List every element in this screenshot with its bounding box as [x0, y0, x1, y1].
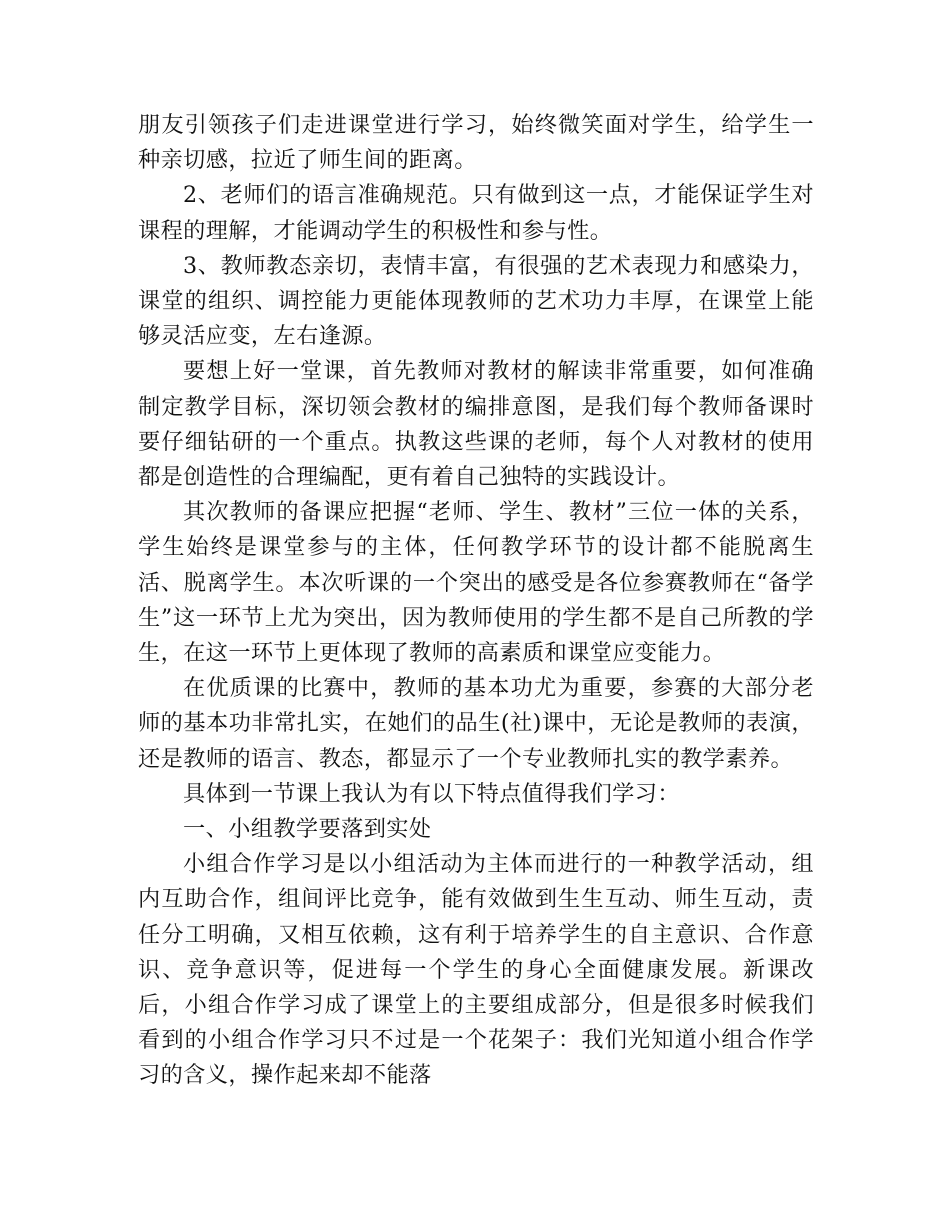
paragraph-2: 2、老师们的语言准确规范。只有做到这一点，才能保证学生对课程的理解，才能调动学生的积极性和参与性。	[138, 182, 814, 244]
paragraph-3: 3、教师教态亲切，表情丰富，有很强的艺术表现力和感染力，课堂的组织、调控能力更能体现教师的艺术功力丰厚，在课堂上能够灵活应变，左右逢源。	[138, 252, 814, 350]
paragraph-5: 其次教师的备课应把握“老师、学生、教材”三位一体的关系，学生始终是课堂参与的主体，任何教学环节的设计都不能脱离生活、脱离学生。本次听课的一个突出的感受是各位参赛教师在“备学生”这一环节上尤为突出，因为教师使用的学生都不是自己所教的学生，在这一环节上更体现了教师的高素质和课堂应变能力。	[138, 499, 814, 667]
document-body	[138, 108, 814, 1094]
section-heading: 一、小组教学要落到实处	[183, 816, 432, 843]
paragraph-7: 具体到一节课上我认为有以下特点值得我们学习：	[183, 780, 680, 807]
paragraph-4: 要想上好一堂课，首先教师对教材的解读非常重要，如何准确制定教学目标，深切领会教材的编排意图，是我们每个教师备课时要仔细钻研的一个重点。执教这些课的老师，每个人对教材的使用都是创造性的合理编配，更有着自己独特的实践设计。	[138, 358, 814, 491]
paragraph-6: 在优质课的比赛中，教师的基本功尤为重要，参赛的大部分老师的基本功非常扎实，在她们的品生(社)课中，无论是教师的表演，还是教师的语言、教态，都显示了一个专业教师扎实的教学素养。	[138, 675, 814, 772]
paragraph-1: 朋友引领孩子们走进课堂进行学习，始终微笑面对学生，给学生一种亲切感，拉近了师生间的距离。	[138, 112, 814, 174]
paragraph-8: 小组合作学习是以小组活动为主体而进行的一种教学活动，组内互助合作，组间评比竞争，能有效做到生生互动、师生互动，责任分工明确，又相互依赖，这有利于培养学生的自主意识、合作意识、竞争意识等，促进每一个学生的身心全面健康发展。新课改后，小组合作学习成了课堂上的主要组成部分，但是很多时候我们看到的小组合作学习只不过是一个花架子：我们光知道小组合作学习的含义，操作起来却不能落	[138, 851, 814, 1089]
